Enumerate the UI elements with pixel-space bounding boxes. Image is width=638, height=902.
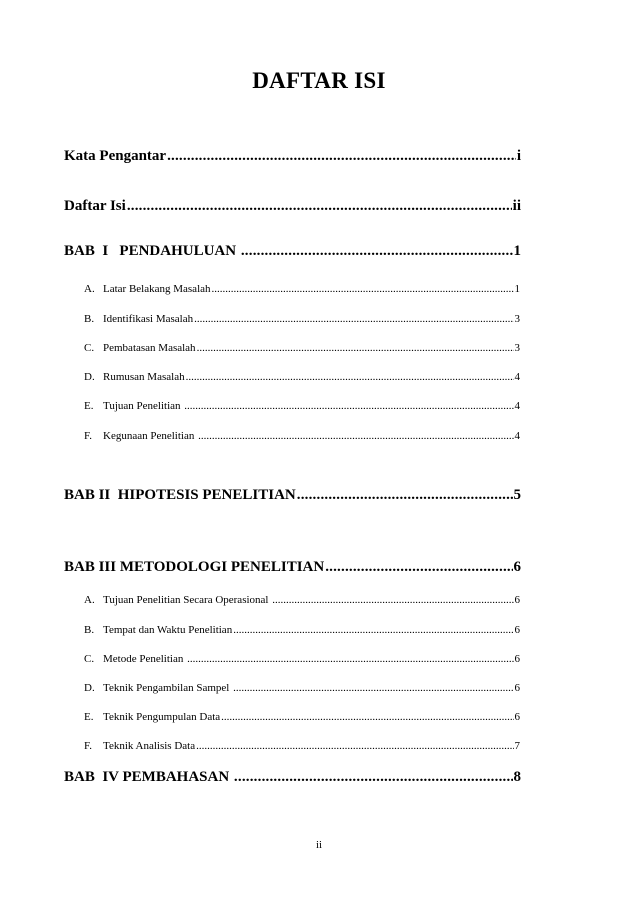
dot-leader [197,342,514,354]
dot-leader [127,198,512,215]
toc-subentry-page: 6 [514,682,520,694]
page-number: ii [315,839,323,851]
toc-entry-label: BAB III METODOLOGI PENELITIAN [64,559,325,575]
dot-leader [221,711,513,723]
toc-entry-label: BAB I PENDAHULUAN [64,243,240,259]
dot-leader [212,283,514,295]
dot-leader [297,487,513,504]
toc-entry-bab-1[interactable] [64,243,521,260]
dot-leader [234,769,513,786]
toc-subentry-number: C. [84,342,95,354]
toc-subentry-bab1-c[interactable] [84,342,520,354]
toc-subentry-bab3-b[interactable] [84,624,520,636]
toc-subentry-bab3-e[interactable] [84,711,520,723]
toc-subentry-number: D. [84,371,95,383]
toc-subentry-number: F. [84,740,92,752]
toc-subentry-page: 6 [514,653,520,665]
toc-subentry-bab1-e[interactable] [84,400,520,412]
toc-entry-bab-3[interactable] [64,559,521,576]
toc-subentry-bab1-a[interactable] [84,283,520,295]
toc-subentry-label: Teknik Pengumpulan Data [103,711,221,723]
toc-entry-page: 5 [513,487,521,503]
toc-subentry-number: A. [84,594,95,606]
toc-entry-page: 8 [513,769,521,785]
dot-leader [186,371,514,383]
toc-subentry-page: 4 [514,430,520,442]
toc-subentry-number: B. [84,624,95,636]
toc-subentry-label: Rumusan Masalah [103,371,185,383]
toc-subentry-label: Kegunaan Penelitian [103,430,198,442]
toc-subentry-bab3-c[interactable] [84,653,520,665]
dot-leader [272,594,513,606]
dot-leader [241,243,513,260]
toc-entry-daftar-isi[interactable] [64,198,521,215]
toc-entry-label: BAB II HIPOTESIS PENELITIAN [64,487,296,503]
toc-subentry-label: Tempat dan Waktu Penelitian [103,624,233,636]
toc-subentry-label: Latar Belakang Masalah [103,283,211,295]
toc-subentry-page: 3 [514,342,520,354]
dot-leader [198,430,513,442]
toc-subentry-label: Teknik Pengambilan Sampel [103,682,233,694]
toc-subentry-label: Tujuan Penelitian [103,400,184,412]
dot-leader [233,682,513,694]
toc-subentry-label: Pembatasan Masalah [103,342,196,354]
toc-subentry-number: B. [84,313,95,325]
toc-entry-page: ii [512,198,521,214]
toc-entry-page: 6 [513,559,521,575]
toc-subentry-bab1-f[interactable] [84,430,520,442]
toc-entry-bab-2[interactable] [64,487,521,504]
toc-subentry-bab3-f[interactable] [84,740,520,752]
toc-subentry-page: 6 [514,624,520,636]
toc-entry-page: 1 [513,243,521,259]
toc-entry-label: Daftar Isi [64,198,126,214]
dot-leader [194,313,513,325]
dot-leader [184,400,513,412]
toc-subentry-label: Teknik Analisis Data [103,740,196,752]
toc-entry-label: Kata Pengantar [64,148,167,164]
toc-subentry-label: Identifikasi Masalah [103,313,194,325]
toc-subentry-bab1-d[interactable] [84,371,520,383]
toc-subentry-page: 3 [514,313,520,325]
toc-subentry-bab1-b[interactable] [84,313,520,325]
toc-subentry-bab3-a[interactable] [84,594,520,606]
toc-subentry-page: 6 [514,711,520,723]
toc-subentry-page: 6 [514,594,520,606]
toc-subentry-bab3-d[interactable] [84,682,520,694]
dot-leader [325,559,512,576]
dot-leader [167,148,516,165]
dot-leader [187,653,513,665]
toc-subentry-page: 1 [514,283,520,295]
toc-subentry-number: E. [84,400,94,412]
toc-subentry-page: 4 [514,371,520,383]
toc-entry-bab-4[interactable] [64,769,521,786]
toc-subentry-page: 4 [514,400,520,412]
toc-subentry-number: D. [84,682,95,694]
toc-subentry-number: F. [84,430,92,442]
toc-entry-page: i [516,148,521,164]
toc-subentry-number: E. [84,711,94,723]
toc-subentry-number: A. [84,283,95,295]
dot-leader [196,740,513,752]
toc-subentry-page: 7 [514,740,520,752]
toc-subentry-number: C. [84,653,95,665]
toc-subentry-label: Tujuan Penelitian Secara Operasional [103,594,272,606]
dot-leader [233,624,513,636]
toc-entry-kata-pengantar[interactable] [64,148,521,165]
toc-entry-label: BAB IV PEMBAHASAN [64,769,233,785]
page-title: DAFTAR ISI [252,68,386,93]
toc-subentry-label: Metode Penelitian [103,653,187,665]
